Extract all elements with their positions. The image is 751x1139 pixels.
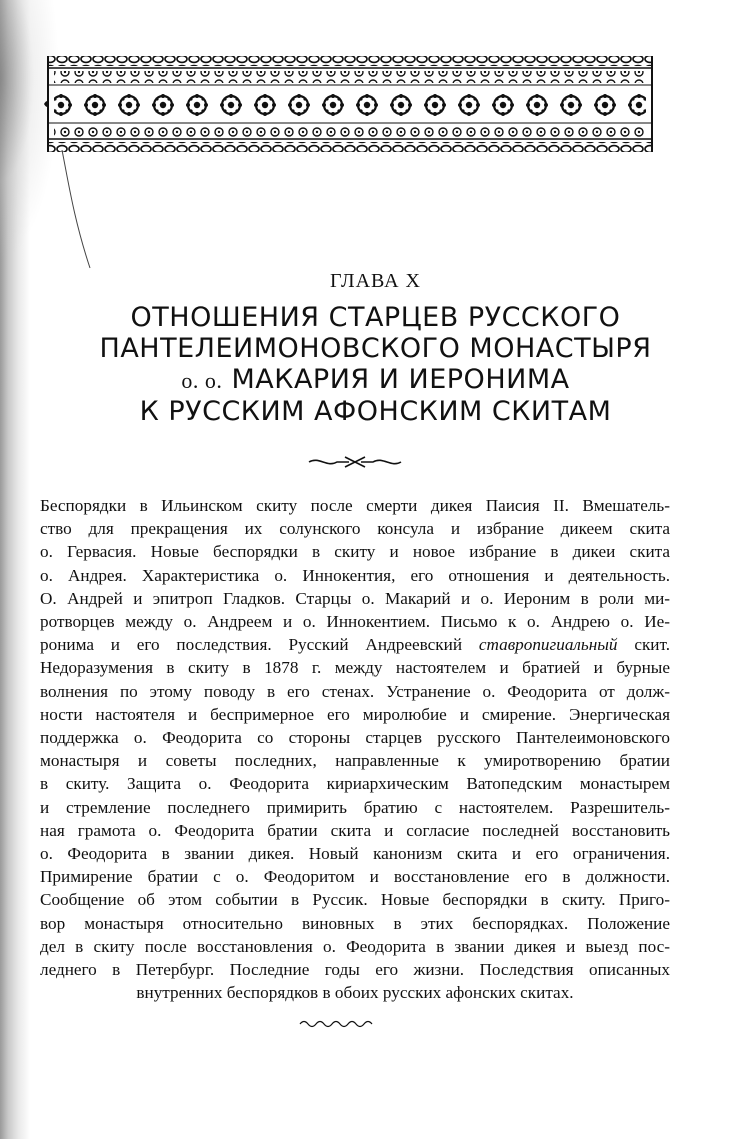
- chapter-title-line-3: [40, 364, 711, 396]
- end-divider-ornament: [298, 1018, 373, 1030]
- summary-line-start: ронима и его последствия. Русский Андреевский: [40, 635, 463, 655]
- summary-line: ности настоятеля и беспримерное его миролюбие и смирение. Энергическая: [40, 704, 670, 724]
- italic-term: ставропигиальный: [478, 635, 618, 655]
- summary-line-end: скит.: [634, 635, 671, 655]
- summary-line: Сообщение об этом событии в Руссик. Новые беспорядки в скиту. Приго-: [40, 890, 670, 910]
- summary-line: ротворцев между о. Андреем и о. Иннокентием. Письмо к о. Андрею о. Ие-: [40, 612, 670, 632]
- chapter-title: [40, 302, 711, 427]
- chapter-label: ГЛАВА X: [329, 270, 422, 292]
- summary-line: Примирение братии с о. Феодоритом и восстановление его в должности.: [40, 867, 670, 887]
- summary-line: Недоразумения в скиту в 1878 г. между настоятелем и братией и бурные: [40, 658, 670, 678]
- summary-line: о. Гервасия. Новые беспорядки в скиту и новое избрание в дикеи скита: [40, 542, 670, 562]
- summary-line: Беспорядки в Ильинском скиту после смерти дикея Паисия II. Вмешатель-: [40, 496, 670, 515]
- summary-line: дел в скиту после восстановления о. Феодорита в звании дикея и выезд пос-: [40, 936, 670, 956]
- chapter-title-line-3-text: МАКАРИЯ И ИЕРОНИМА: [231, 364, 570, 395]
- summary-line: в скиту. Защита о. Феодорита кириархическим Ватопедским монастырем: [40, 774, 670, 794]
- summary-line: поддержка о. Феодорита со стороны старцев русского Пантелеимоновского: [40, 728, 670, 748]
- summary-line: леднего в Петербург. Последние годы его жизни. Последствия описанных: [40, 960, 670, 980]
- summary-line: волнения по этому поводу в его стенах. Устранение о. Феодорита от долж-: [40, 681, 670, 701]
- page-fold-line: [60, 150, 100, 270]
- chapter-title-line-2: ПАНТЕЛЕИМОНОВСКОГО МОНАСТЫРЯ: [99, 333, 652, 364]
- summary-line: о. Феодорита в звании дикея. Новый канонизм скита и его ограничения.: [40, 844, 670, 864]
- summary-line: ная грамота о. Феодорита братии скита и согласие последней восстановить: [40, 820, 670, 840]
- summary-line: и стремление последнего примирить братию с настоятелем. Разрешитель-: [40, 797, 670, 817]
- summary-line: монастыря и советы последних, направленные к умиротворению братии: [40, 751, 670, 771]
- summary-line: о. Андрея. Характеристика о. Иннокентия, его отношения и деятельность.: [40, 565, 670, 585]
- summary-line: О. Андрей и эпитроп Гладков. Старцы о. Макарий и о. Иероним в роли ми-: [40, 588, 670, 608]
- chapter-title-prefix: о. о.: [181, 368, 223, 393]
- summary-line: ство для прекращения их солунского консула и избрание дикеем скита: [40, 519, 670, 539]
- chapter-title-line-4: К РУССКИМ АФОНСКИМ СКИТАМ: [139, 396, 612, 427]
- title-divider-ornament: [305, 452, 405, 472]
- chapter-title-line-1: ОТНОШЕНИЯ СТАРЦЕВ РУССКОГО: [130, 302, 621, 333]
- summary-line-italic: [40, 633, 670, 656]
- summary-last-line: внутренних беспорядков в обоих русских афонских скитах.: [136, 983, 574, 1003]
- summary-line: вор монастыря относительно виновных в этих беспорядках. Положение: [40, 913, 670, 933]
- chapter-summary: [40, 494, 670, 1004]
- header-ornament: [44, 54, 656, 154]
